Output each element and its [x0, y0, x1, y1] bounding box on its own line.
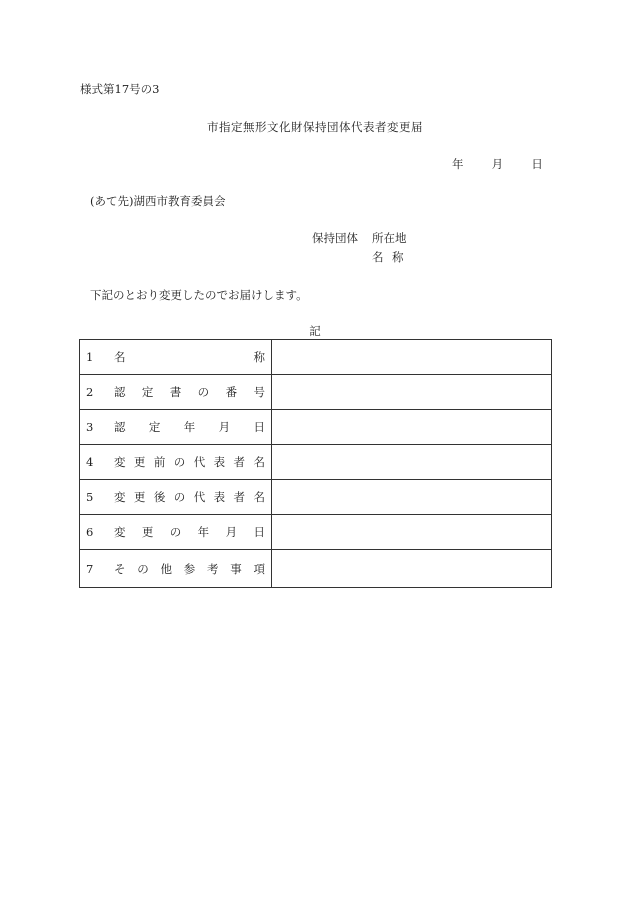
- table-row: [80, 550, 552, 588]
- item-label: [114, 384, 265, 400]
- item-label-char: 前: [153, 455, 166, 469]
- table-row: [80, 515, 552, 550]
- item-label-char: 更: [133, 490, 146, 504]
- item-label-char: の: [173, 455, 186, 469]
- item-label: [114, 561, 265, 577]
- item-label: [114, 489, 265, 505]
- table-row: [80, 375, 552, 410]
- item-label-char: 月: [225, 525, 238, 539]
- item-label-char: 名: [114, 350, 126, 364]
- name-label-char-2: 称: [392, 250, 404, 264]
- item-label-char: の: [197, 385, 210, 399]
- item-label-char: 定: [141, 385, 154, 399]
- item-label-char: 代: [193, 490, 206, 504]
- item-number: 6: [86, 525, 94, 539]
- item-label-char: 日: [253, 525, 265, 539]
- item-label-char: 更: [133, 455, 146, 469]
- item-label-char: 日: [253, 420, 265, 434]
- item-label-char: 項: [253, 561, 265, 576]
- item-label: [114, 349, 265, 365]
- date-day-label: 日: [531, 157, 543, 171]
- item-label: [114, 524, 265, 540]
- item-value-field[interactable]: [272, 445, 552, 480]
- item-number: 5: [86, 490, 94, 504]
- item-label-char: 名: [253, 455, 265, 469]
- item-label-char: 表: [213, 490, 226, 504]
- item-value-field[interactable]: [272, 410, 552, 445]
- item-label-char: 表: [213, 455, 226, 469]
- item-label-char: の: [137, 561, 149, 576]
- item-label-cell: [80, 480, 272, 515]
- address-label: 所在地: [372, 231, 407, 245]
- date-line: [452, 156, 543, 172]
- item-label-char: 者: [233, 490, 246, 504]
- item-number: 1: [86, 350, 94, 364]
- item-label-char: 事: [230, 561, 242, 576]
- item-label-char: の: [169, 525, 182, 539]
- item-number: 4: [86, 455, 94, 469]
- item-label-char: そ: [114, 561, 126, 576]
- item-value-field[interactable]: [272, 340, 552, 375]
- item-label-char: 者: [233, 455, 246, 469]
- item-label: [114, 454, 265, 470]
- addressee: (あて先)湖西市教育委員会: [90, 194, 226, 208]
- item-value-field[interactable]: [272, 375, 552, 410]
- items-table: [79, 339, 552, 588]
- item-label-cell: [80, 410, 272, 445]
- item-label-char: 月: [218, 420, 231, 434]
- item-value-field[interactable]: [272, 550, 552, 588]
- item-value-field[interactable]: [272, 480, 552, 515]
- ki-heading: 記: [309, 324, 321, 338]
- item-label-char: 定: [148, 420, 161, 434]
- item-label-char: 年: [183, 420, 196, 434]
- holder-block: [312, 230, 407, 268]
- date-month-label: 月: [491, 157, 504, 171]
- item-label-char: 認: [114, 420, 126, 434]
- item-label-char: 考: [207, 561, 219, 576]
- item-number: 2: [86, 385, 94, 399]
- item-number: 3: [86, 420, 94, 434]
- item-label-char: 番: [225, 385, 238, 399]
- item-label-char: 名: [253, 490, 265, 504]
- item-label-char: 代: [193, 455, 206, 469]
- table-row: [80, 340, 552, 375]
- item-value-field[interactable]: [272, 515, 552, 550]
- item-label-char: 号: [253, 385, 265, 399]
- item-label-cell: [80, 445, 272, 480]
- item-label-char: 認: [114, 385, 126, 399]
- table-row: [80, 410, 552, 445]
- item-label-char: 他: [160, 561, 172, 576]
- intro-text: 下記のとおり変更したのでお届けします。: [90, 288, 308, 302]
- item-label-cell: [80, 340, 272, 375]
- table-row: [80, 480, 552, 515]
- form-number: 様式第17号の3: [80, 82, 160, 96]
- item-number: 7: [86, 561, 94, 576]
- item-label-char: 更: [141, 525, 154, 539]
- item-label: [114, 419, 265, 435]
- table-row: [80, 445, 552, 480]
- item-label-char: 称: [253, 350, 265, 364]
- holder-label: 保持団体: [312, 231, 358, 245]
- date-year-label: 年: [452, 157, 464, 171]
- item-label-char: 年: [197, 525, 210, 539]
- item-label-char: の: [173, 490, 186, 504]
- item-label-char: 参: [183, 561, 196, 576]
- item-label-cell: [80, 375, 272, 410]
- item-label-cell: [80, 550, 272, 588]
- item-label-char: 変: [114, 455, 126, 469]
- item-label-cell: [80, 515, 272, 550]
- item-label-char: 後: [153, 490, 166, 504]
- item-label-char: 変: [114, 525, 126, 539]
- item-label-char: 変: [114, 490, 126, 504]
- name-label-char-1: 名: [372, 250, 384, 264]
- document-title: 市指定無形文化財保持団体代表者変更届: [207, 120, 423, 134]
- item-label-char: 書: [169, 385, 182, 399]
